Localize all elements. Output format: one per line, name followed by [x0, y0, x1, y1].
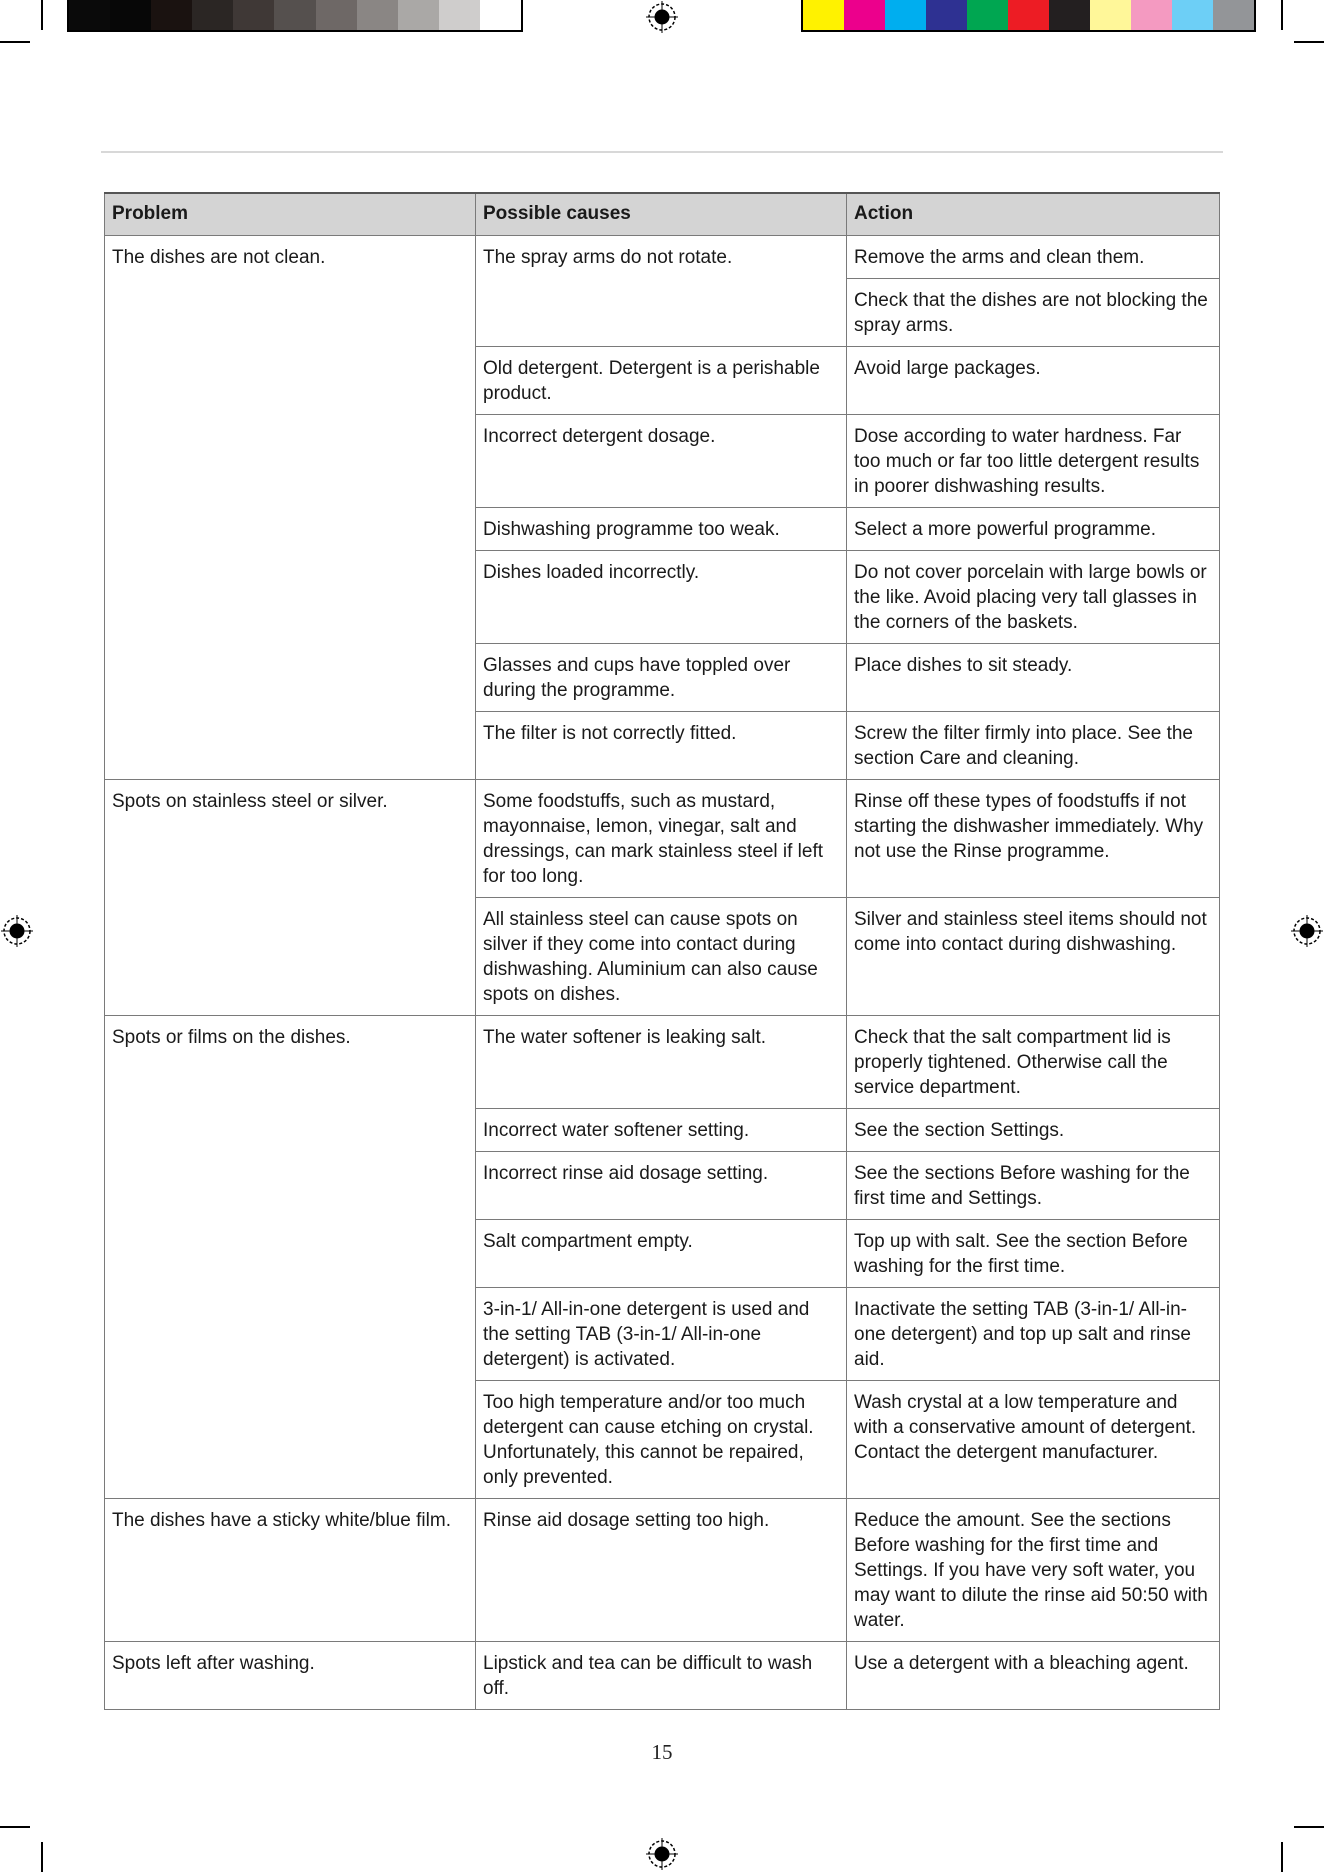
page-number: 15 — [651, 1740, 673, 1764]
table-row — [105, 236, 1220, 279]
action-cell: Dose according to water hardness. Far too much or far too little detergent results in poorer dishwashing results. — [847, 415, 1220, 508]
action-cell: Avoid large packages. — [847, 347, 1220, 415]
column-header-action: Action — [847, 193, 1220, 236]
table-row — [105, 1499, 1220, 1642]
action-cell: Wash crystal at a low temperature and with a conservative amount of detergent. Contact the detergent manufacturer. — [847, 1381, 1220, 1499]
cause-cell: Lipstick and tea can be difficult to wash off. — [476, 1642, 847, 1710]
color-swatch — [357, 0, 398, 30]
registration-mark-icon — [1, 915, 33, 947]
action-cell: Remove the arms and clean them. — [847, 236, 1220, 279]
cause-cell: Too high temperature and/or too much detergent can cause etching on crystal. Unfortunately, this cannot be repaired, only prevented. — [476, 1381, 847, 1499]
color-swatch — [69, 0, 110, 30]
crop-mark — [1294, 1826, 1324, 1828]
registration-mark-icon — [646, 1, 678, 33]
crop-mark — [1294, 41, 1324, 43]
crop-mark — [0, 1826, 30, 1828]
cause-cell: Dishwashing programme too weak. — [476, 508, 847, 551]
action-cell: Check that the salt compartment lid is properly tightened. Otherwise call the service department. — [847, 1016, 1220, 1109]
problem-cell: Spots on stainless steel or silver. — [105, 780, 476, 1016]
action-cell: Do not cover porcelain with large bowls or the like. Avoid placing very tall glasses in the corners of the baskets. — [847, 551, 1220, 644]
color-swatch-bar — [801, 0, 1256, 32]
color-swatch — [1172, 0, 1213, 30]
color-swatch — [398, 0, 439, 30]
color-swatch — [885, 0, 926, 30]
table-row — [105, 780, 1220, 898]
color-swatch — [1090, 0, 1131, 30]
table-row — [105, 1016, 1220, 1109]
action-cell: Reduce the amount. See the sections Before washing for the first time and Settings. If you have very soft water, you may want to dilute the rinse aid 50:50 with water. — [847, 1499, 1220, 1642]
action-cell: Use a detergent with a bleaching agent. — [847, 1642, 1220, 1710]
color-swatch — [439, 0, 480, 30]
cause-cell: Some foodstuffs, such as mustard, mayonnaise, lemon, vinegar, salt and dressings, can mark stainless steel if left for too long. — [476, 780, 847, 898]
cause-cell: The spray arms do not rotate. — [476, 236, 847, 347]
crop-mark — [0, 41, 30, 43]
cause-cell: Rinse aid dosage setting too high. — [476, 1499, 847, 1642]
color-swatch — [110, 0, 151, 30]
cause-cell: Salt compartment empty. — [476, 1220, 847, 1288]
action-cell: See the section Settings. — [847, 1109, 1220, 1152]
grayscale-swatch-bar — [67, 0, 523, 32]
color-swatch — [967, 0, 1008, 30]
header-rule — [101, 151, 1223, 153]
cause-cell: Dishes loaded incorrectly. — [476, 551, 847, 644]
action-cell: Top up with salt. See the section Before washing for the first time. — [847, 1220, 1220, 1288]
action-cell: Rinse off these types of foodstuffs if not starting the dishwasher immediately. Why not use the Rinse programme. — [847, 780, 1220, 898]
problem-cell: The dishes are not clean. — [105, 236, 476, 780]
action-cell: Place dishes to sit steady. — [847, 644, 1220, 712]
problem-cell: The dishes have a sticky white/blue film. — [105, 1499, 476, 1642]
cause-cell: 3-in-1/ All-in-one detergent is used and the setting TAB (3-in-1/ All-in-one detergent) is activated. — [476, 1288, 847, 1381]
troubleshooting-table — [104, 192, 1220, 1710]
color-swatch — [844, 0, 885, 30]
cause-cell: Incorrect water softener setting. — [476, 1109, 847, 1152]
color-swatch — [1131, 0, 1172, 30]
column-header-problem: Problem — [105, 193, 476, 236]
problem-cell: Spots left after washing. — [105, 1642, 476, 1710]
action-cell: Check that the dishes are not blocking the spray arms. — [847, 279, 1220, 347]
color-swatch — [1049, 0, 1090, 30]
problem-cell: Spots or films on the dishes. — [105, 1016, 476, 1499]
crop-mark — [41, 1842, 43, 1872]
table-row — [105, 1642, 1220, 1710]
column-header-causes: Possible causes — [476, 193, 847, 236]
crop-mark — [1281, 1842, 1283, 1872]
color-swatch — [926, 0, 967, 30]
color-swatch — [1008, 0, 1049, 30]
action-cell: Silver and stainless steel items should not come into contact during dishwashing. — [847, 898, 1220, 1016]
color-swatch — [480, 0, 521, 30]
registration-mark-icon — [646, 1838, 678, 1870]
color-swatch — [151, 0, 192, 30]
table-body — [105, 236, 1220, 1710]
registration-mark-icon — [1291, 915, 1323, 947]
table-header-row — [105, 193, 1220, 236]
color-swatch — [1213, 0, 1254, 30]
color-swatch — [316, 0, 357, 30]
cause-cell: All stainless steel can cause spots on silver if they come into contact during dishwashing. Aluminium can also cause spots on dishes. — [476, 898, 847, 1016]
cause-cell: Incorrect rinse aid dosage setting. — [476, 1152, 847, 1220]
action-cell: Screw the filter firmly into place. See the section Care and cleaning. — [847, 712, 1220, 780]
action-cell: Inactivate the setting TAB (3-in-1/ All-in-one detergent) and top up salt and rinse aid. — [847, 1288, 1220, 1381]
color-swatch — [803, 0, 844, 30]
color-swatch — [274, 0, 315, 30]
cause-cell: Glasses and cups have toppled over during the programme. — [476, 644, 847, 712]
cause-cell: Incorrect detergent dosage. — [476, 415, 847, 508]
color-swatch — [192, 0, 233, 30]
action-cell: Select a more powerful programme. — [847, 508, 1220, 551]
crop-mark — [1281, 0, 1283, 30]
cause-cell: The water softener is leaking salt. — [476, 1016, 847, 1109]
cause-cell: Old detergent. Detergent is a perishable product. — [476, 347, 847, 415]
color-swatch — [233, 0, 274, 30]
action-cell: See the sections Before washing for the first time and Settings. — [847, 1152, 1220, 1220]
cause-cell: The filter is not correctly fitted. — [476, 712, 847, 780]
crop-mark — [41, 0, 43, 30]
